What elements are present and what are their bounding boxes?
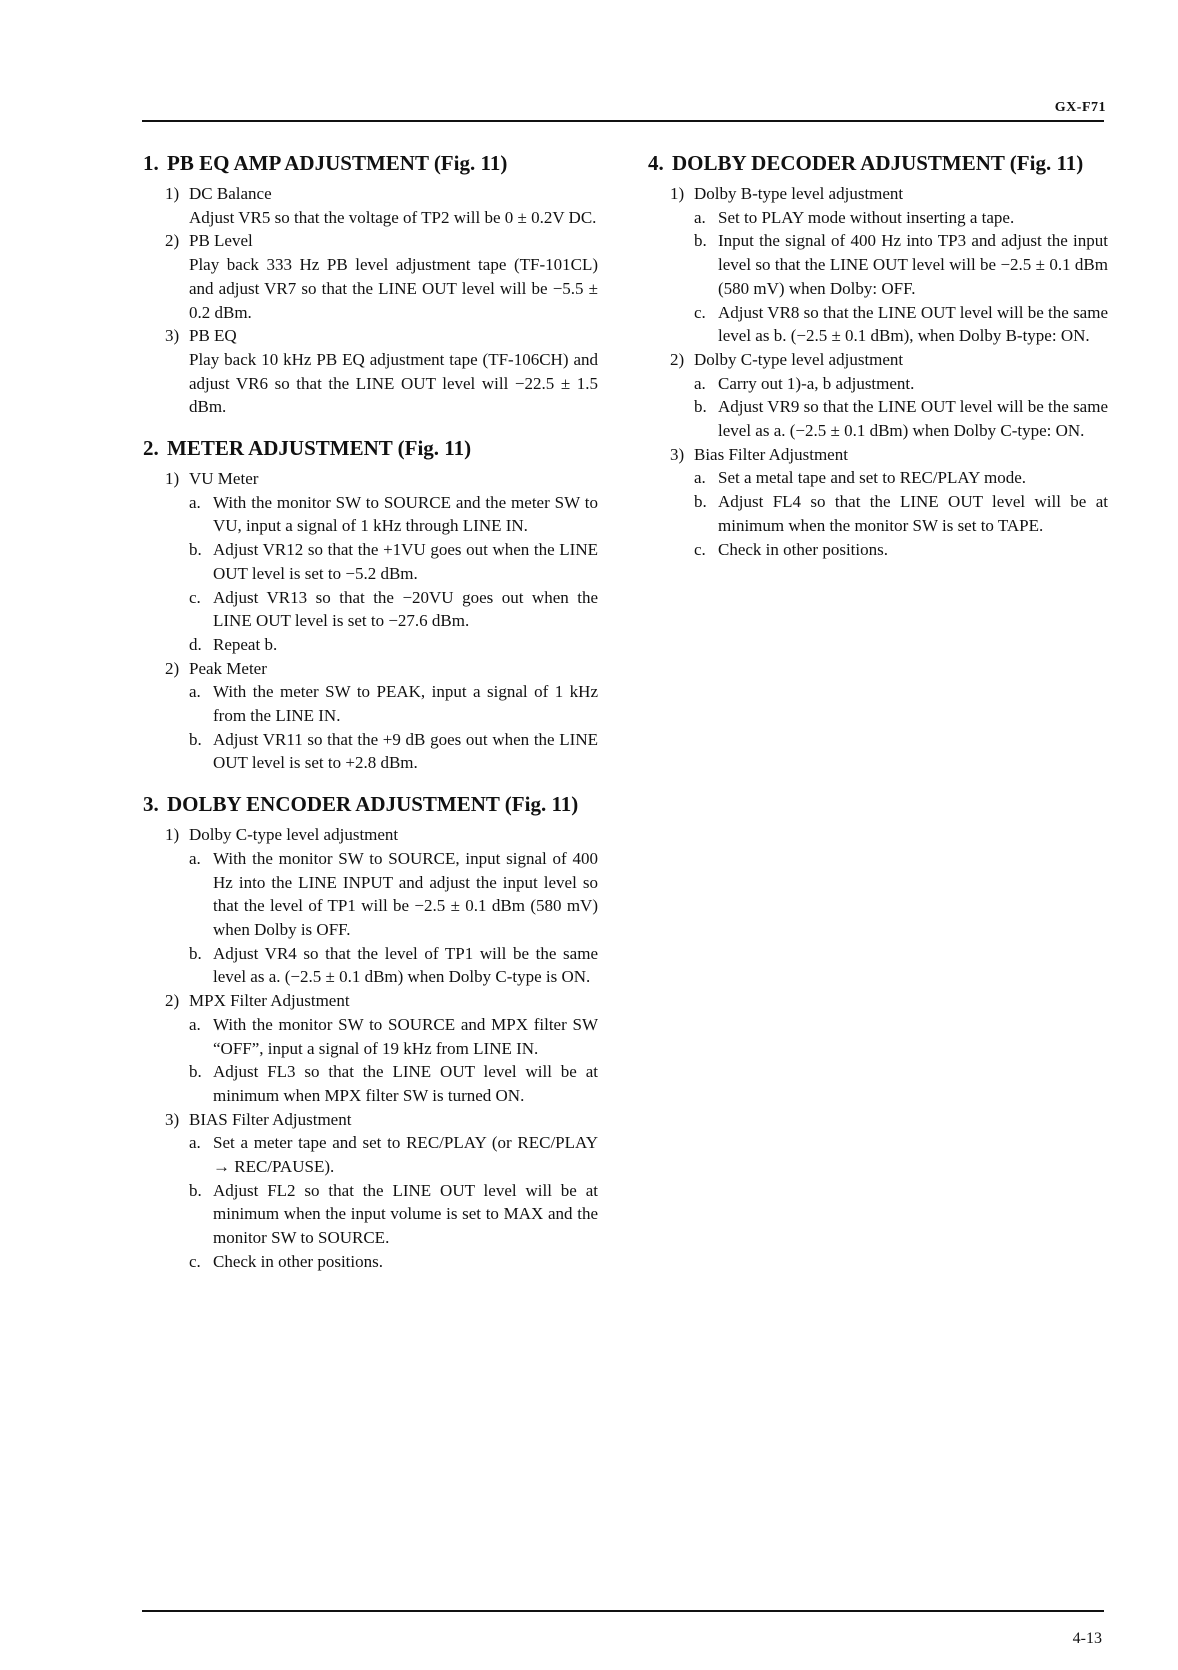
subsection-heading [165, 657, 598, 681]
subsection-number: 1) [165, 469, 180, 489]
step-text: Set a meter tape and set to REC/PLAY (or REC/PLAY → REC/PAUSE). [213, 1133, 598, 1177]
step-item [189, 680, 598, 727]
step-text: Check in other positions. [213, 1251, 383, 1271]
model-number: GX-F71 [1054, 100, 1106, 115]
subsection [648, 348, 1108, 443]
subsection-text: Adjust VR5 so that the voltage of TP2 will be 0 ± 0.2V DC. [189, 207, 597, 227]
step-letter: b. [189, 943, 202, 963]
step-letter: a. [189, 1014, 201, 1034]
subsection-number: 2) [165, 658, 180, 678]
step-item [694, 538, 1108, 562]
subsection-heading [165, 467, 598, 491]
section-title [143, 791, 598, 817]
section-title-text: DOLBY ENCODER ADJUSTMENT (Fig. 11) [167, 792, 579, 817]
subsection-number: 2) [165, 231, 180, 251]
subsection-title: BIAS Filter Adjustment [189, 1109, 352, 1129]
subsection-title: Bias Filter Adjustment [694, 444, 848, 464]
subsection [648, 182, 1108, 348]
subsection [143, 823, 598, 989]
step-item [189, 847, 598, 942]
subsection-number: 3) [165, 1109, 180, 1129]
step-item [694, 466, 1108, 490]
step-text: With the monitor SW to SOURCE and the meter SW to VU, input a signal of 1 kHz through LINE IN. [213, 492, 598, 536]
section [143, 150, 598, 419]
section [648, 150, 1108, 561]
step-item [694, 229, 1108, 300]
section-title-text: DOLBY DECODER ADJUSTMENT (Fig. 11) [672, 151, 1084, 175]
subsection-heading [670, 348, 1108, 372]
step-item [694, 395, 1108, 442]
step-text: Adjust VR8 so that the LINE OUT level will be the same level as b. (−2.5 ± 0.1 dBm), when Dolby B-type: ON. [718, 302, 1108, 346]
step-letter: a. [694, 468, 706, 488]
step-letter: c. [694, 302, 706, 322]
subsection-heading [165, 324, 598, 348]
subsection [648, 443, 1108, 562]
step-letter: b. [189, 1180, 202, 1200]
section-number: 2. [143, 436, 159, 461]
step-text: Adjust VR13 so that the −20VU goes out when the LINE OUT level is set to −27.6 dBm. [213, 587, 598, 631]
subsection-number: 1) [670, 184, 685, 203]
subsection-number: 3) [670, 444, 685, 464]
step-text: Adjust VR11 so that the +9 dB goes out when the LINE OUT level is set to +2.8 dBm. [213, 729, 598, 773]
subsection-heading [165, 229, 598, 253]
step-letter: b. [694, 492, 707, 512]
step-text: Carry out 1)-a, b adjustment. [718, 373, 915, 393]
step-letter: a. [189, 1133, 201, 1153]
subsection-title: PB Level [189, 231, 253, 251]
section-title-text: METER ADJUSTMENT (Fig. 11) [167, 436, 472, 461]
subsection-title: DC Balance [189, 184, 272, 203]
subsection [143, 989, 598, 1108]
step-text: Adjust VR12 so that the +1VU goes out when the LINE OUT level is set to −5.2 dBm. [213, 540, 598, 583]
step-letter: d. [189, 634, 202, 654]
header-rule [142, 120, 1104, 122]
subsection-title: MPX Filter Adjustment [189, 991, 350, 1011]
subsection [143, 229, 598, 324]
step-item [189, 1131, 598, 1178]
step-text: Adjust FL2 so that the LINE OUT level will be at minimum when the input volume is set to MAX and the monitor SW to SOURCE. [213, 1180, 598, 1248]
step-item [694, 490, 1108, 537]
subsection-number: 1) [165, 825, 180, 845]
subsection-text: Play back 10 kHz PB EQ adjustment tape (TF-106CH) and adjust VR6 so that the LINE OUT level will −22.5 ± 1.5 dBm. [189, 349, 598, 417]
step-letter: b. [189, 540, 202, 560]
step-text: With the monitor SW to SOURCE, input signal of 400 Hz into the LINE INPUT and adjust the input level so that the level of TP1 will be −2.5 ± 0.1 dBm (580 mV) when Dolby is OFF. [213, 848, 598, 939]
subsection-heading [670, 182, 1108, 206]
step-item [189, 491, 598, 538]
subsection-text: Play back 333 Hz PB level adjustment tape (TF-101CL) and adjust VR7 so that the LINE OUT level will be −5.5 ± 0.2 dBm. [189, 255, 598, 322]
step-letter: a. [694, 373, 706, 393]
step-item [189, 586, 598, 633]
step-letter: b. [189, 1062, 202, 1082]
subsection-heading [165, 989, 598, 1013]
section [143, 435, 598, 775]
step-text: With the meter SW to PEAK, input a signal of 1 kHz from the LINE IN. [213, 682, 598, 726]
subsection-number: 2) [670, 349, 685, 369]
step-letter: a. [189, 682, 201, 702]
step-item [694, 301, 1108, 348]
subsection [143, 657, 598, 776]
step-item [189, 538, 598, 585]
subsection-title: Dolby C-type level adjustment [189, 825, 399, 845]
section-number: 3. [143, 792, 159, 817]
step-letter: c. [189, 587, 201, 607]
step-text: With the monitor SW to SOURCE and MPX filter SW “OFF”, input a signal of 19 kHz from LINE IN. [213, 1014, 598, 1058]
section [143, 791, 598, 1273]
footer-rule [142, 1610, 1104, 1612]
section-title [143, 150, 598, 176]
section-number: 1. [143, 151, 159, 175]
step-item [189, 942, 598, 989]
section-number: 4. [648, 151, 664, 175]
step-item [189, 1179, 598, 1250]
subsection-heading [165, 182, 598, 206]
subsection [143, 467, 598, 657]
step-letter: a. [189, 492, 201, 512]
step-letter: a. [694, 207, 706, 227]
subsection-number: 2) [165, 991, 180, 1011]
subsection [143, 1108, 598, 1274]
step-text: Adjust FL4 so that the LINE OUT level will be at minimum when the monitor SW is set to TAPE. [718, 492, 1108, 535]
step-text: Repeat b. [213, 634, 278, 654]
step-letter: c. [189, 1251, 201, 1271]
section-title-text: PB EQ AMP ADJUSTMENT (Fig. 11) [167, 151, 508, 175]
step-item [189, 1250, 598, 1274]
subsection-title: Peak Meter [189, 658, 267, 678]
subsection-title: PB EQ [189, 326, 237, 346]
step-text: Adjust FL3 so that the LINE OUT level will be at minimum when MPX filter SW is turned ON. [213, 1062, 598, 1105]
left-column [143, 150, 598, 1290]
subsection-title: VU Meter [189, 469, 259, 489]
step-letter: c. [694, 539, 706, 559]
step-item [694, 372, 1108, 396]
subsection-heading [165, 1108, 598, 1132]
step-item [694, 206, 1108, 230]
step-letter: b. [694, 397, 707, 417]
page-number: 4-13 [1072, 1630, 1102, 1647]
step-text: Adjust VR4 so that the level of TP1 will be the same level as a. (−2.5 ± 0.1 dBm) when Dolby C-type is ON. [213, 943, 598, 987]
step-text: Input the signal of 400 Hz into TP3 and adjust the input level so that the LINE OUT level will be −2.5 ± 0.1 dBm (580 mV) when Dolby: OFF. [718, 231, 1108, 298]
subsection-title: Dolby B-type level adjustment [694, 184, 904, 203]
subsection-heading [670, 443, 1108, 467]
subsection [143, 324, 598, 419]
step-text: Adjust VR9 so that the LINE OUT level will be the same level as a. (−2.5 ± 0.1 dBm) when Dolby C-type: ON. [718, 397, 1108, 441]
subsection-number: 3) [165, 326, 180, 346]
step-text: Set to PLAY mode without inserting a tape. [718, 207, 1015, 227]
section-title [648, 150, 1108, 176]
step-item [189, 1013, 598, 1060]
subsection-title: Dolby C-type level adjustment [694, 349, 904, 369]
step-item [189, 728, 598, 775]
step-item [189, 633, 598, 657]
section-title [143, 435, 598, 461]
step-letter: b. [694, 231, 707, 251]
step-item [189, 1060, 598, 1107]
right-column [648, 150, 1108, 577]
subsection [143, 182, 598, 229]
step-text: Set a metal tape and set to REC/PLAY mode. [718, 468, 1027, 488]
subsection-heading [165, 823, 598, 847]
step-text: Check in other positions. [718, 539, 888, 559]
subsection-number: 1) [165, 184, 180, 203]
step-letter: b. [189, 729, 202, 749]
step-letter: a. [189, 848, 201, 868]
